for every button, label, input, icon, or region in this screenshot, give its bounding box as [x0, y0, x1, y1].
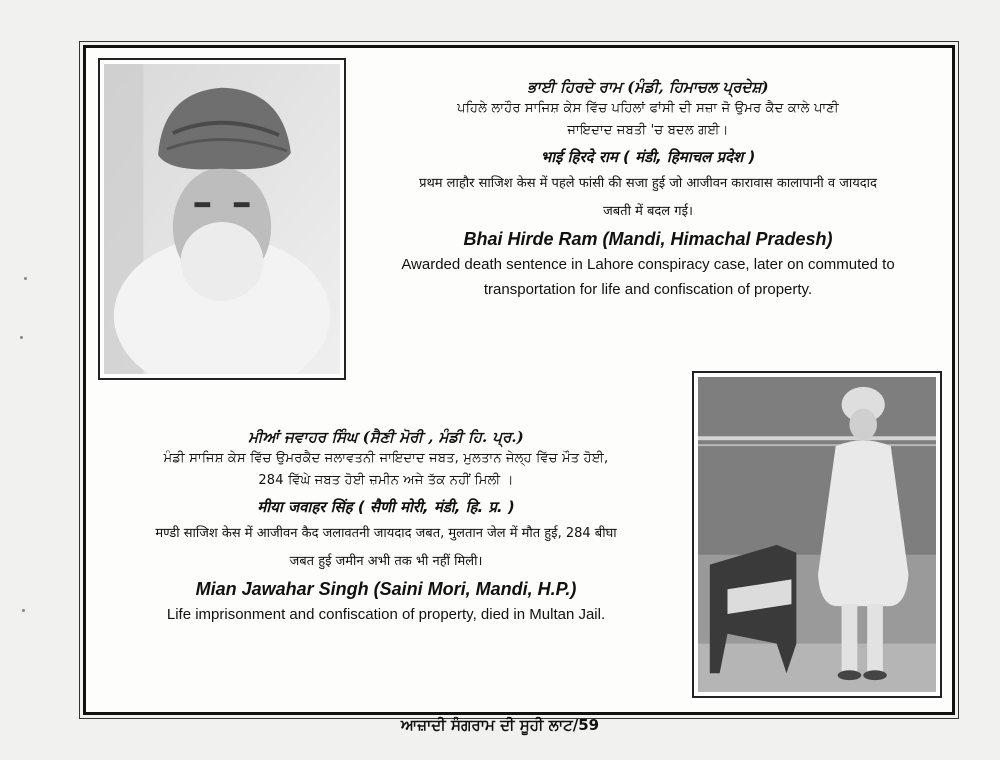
scan-speck [20, 336, 23, 339]
hindi-line: जबती में बदल गई। [603, 204, 693, 219]
english-line: transportation for life and confiscation of property. [483, 281, 813, 298]
entry-hirde-ram [348, 76, 948, 302]
scan-speck [22, 609, 25, 612]
punjabi-title: ਭਾਈ ਹਿਰਦੇ ਰਾਮ (ਮੰਡੀ, ਹਿਮਾਚਲ ਪ੍ਰਦੇਸ਼) [527, 78, 769, 96]
english-line: Awarded death sentence in Lahore conspiracy case, later on commuted to [401, 256, 895, 273]
hindi-line: जबत हुई जमीन अभी तक भी नहीं मिली। [289, 554, 483, 569]
portrait-photo-jawahar-singh [692, 371, 942, 698]
page-frame [83, 45, 955, 715]
english-title: Bhai Hirde Ram (Mandi, Himachal Pradesh) [463, 229, 833, 249]
punjabi-line: ਜਾਇਦਾਦ ਜਬਤੀ 'ਚ ਬਦਲ ਗਈ। [567, 123, 729, 138]
punjabi-line: ਮੰਡੀ ਸਾਜਿਸ਼ ਕੇਸ ਵਿੱਚ ਉਮਰਕੈਦ ਜਲਾਵਤਨੀ ਜਾਇਦਾਦ ਜਬਤ, ਮੁਲਤਾਨ ਜੇਲ੍ਹ ਵਿੱਚ ਮੌਤ ਹੋਈ, [163, 451, 609, 466]
portrait-photo-hirde-ram [98, 58, 346, 380]
entry-jawahar-singh [86, 426, 686, 627]
scan-speck [24, 277, 27, 280]
hindi-line: प्रथम लाहौर साजिश केस में पहले फांसी की सजा हुई जो आजीवन कारावास कालापानी व जायदाद [419, 176, 877, 191]
hindi-title: भाई हिरदे राम ( मंडी, हिमाचल प्रदेश ) [540, 148, 756, 166]
punjabi-line: 284 ਵਿੱਘੇ ਜਬਤ ਹੋਈ ਜ਼ਮੀਨ ਅਜੇ ਤੱਕ ਨਹੀਂ ਮਿਲੀ । [258, 473, 514, 488]
hindi-line: मण्डी साजिश केस में आजीवन कैद जलावतनी जायदाद जबत, मुलतान जेल में मौत हुई, 284 बीघा [155, 526, 617, 541]
hindi-title: मीया जवाहर सिंह ( सैणी मोरी, मंडी, हि. प्र. ) [257, 498, 515, 516]
english-line: Life imprisonment and confiscation of property, died in Multan Jail. [166, 606, 606, 623]
english-title: Mian Jawahar Singh (Saini Mori, Mandi, H.P.) [195, 579, 577, 599]
page-footer: ਆਜ਼ਾਦੀ ਸੰਗਰਾਮ ਦੀ ਸੂਹੀ ਲਾਟ/59 [400, 716, 600, 734]
punjabi-title: ਮੀਆਂ ਜਵਾਹਰ ਸਿੰਘ (ਸੈਣੀ ਮੋਰੀ , ਮੰਡੀ ਹਿ. ਪ੍ਰ.) [248, 428, 524, 446]
punjabi-line: ਪਹਿਲੇ ਲਾਹੌਰ ਸਾਜਿਸ਼ ਕੇਸ ਵਿੱਚ ਪਹਿਲਾਂ ਫਾਂਸੀ ਦੀ ਸਜ਼ਾ ਜੋ ਉਮਰ ਕੈਦ ਕਾਲੇ ਪਾਣੀ [457, 101, 839, 116]
